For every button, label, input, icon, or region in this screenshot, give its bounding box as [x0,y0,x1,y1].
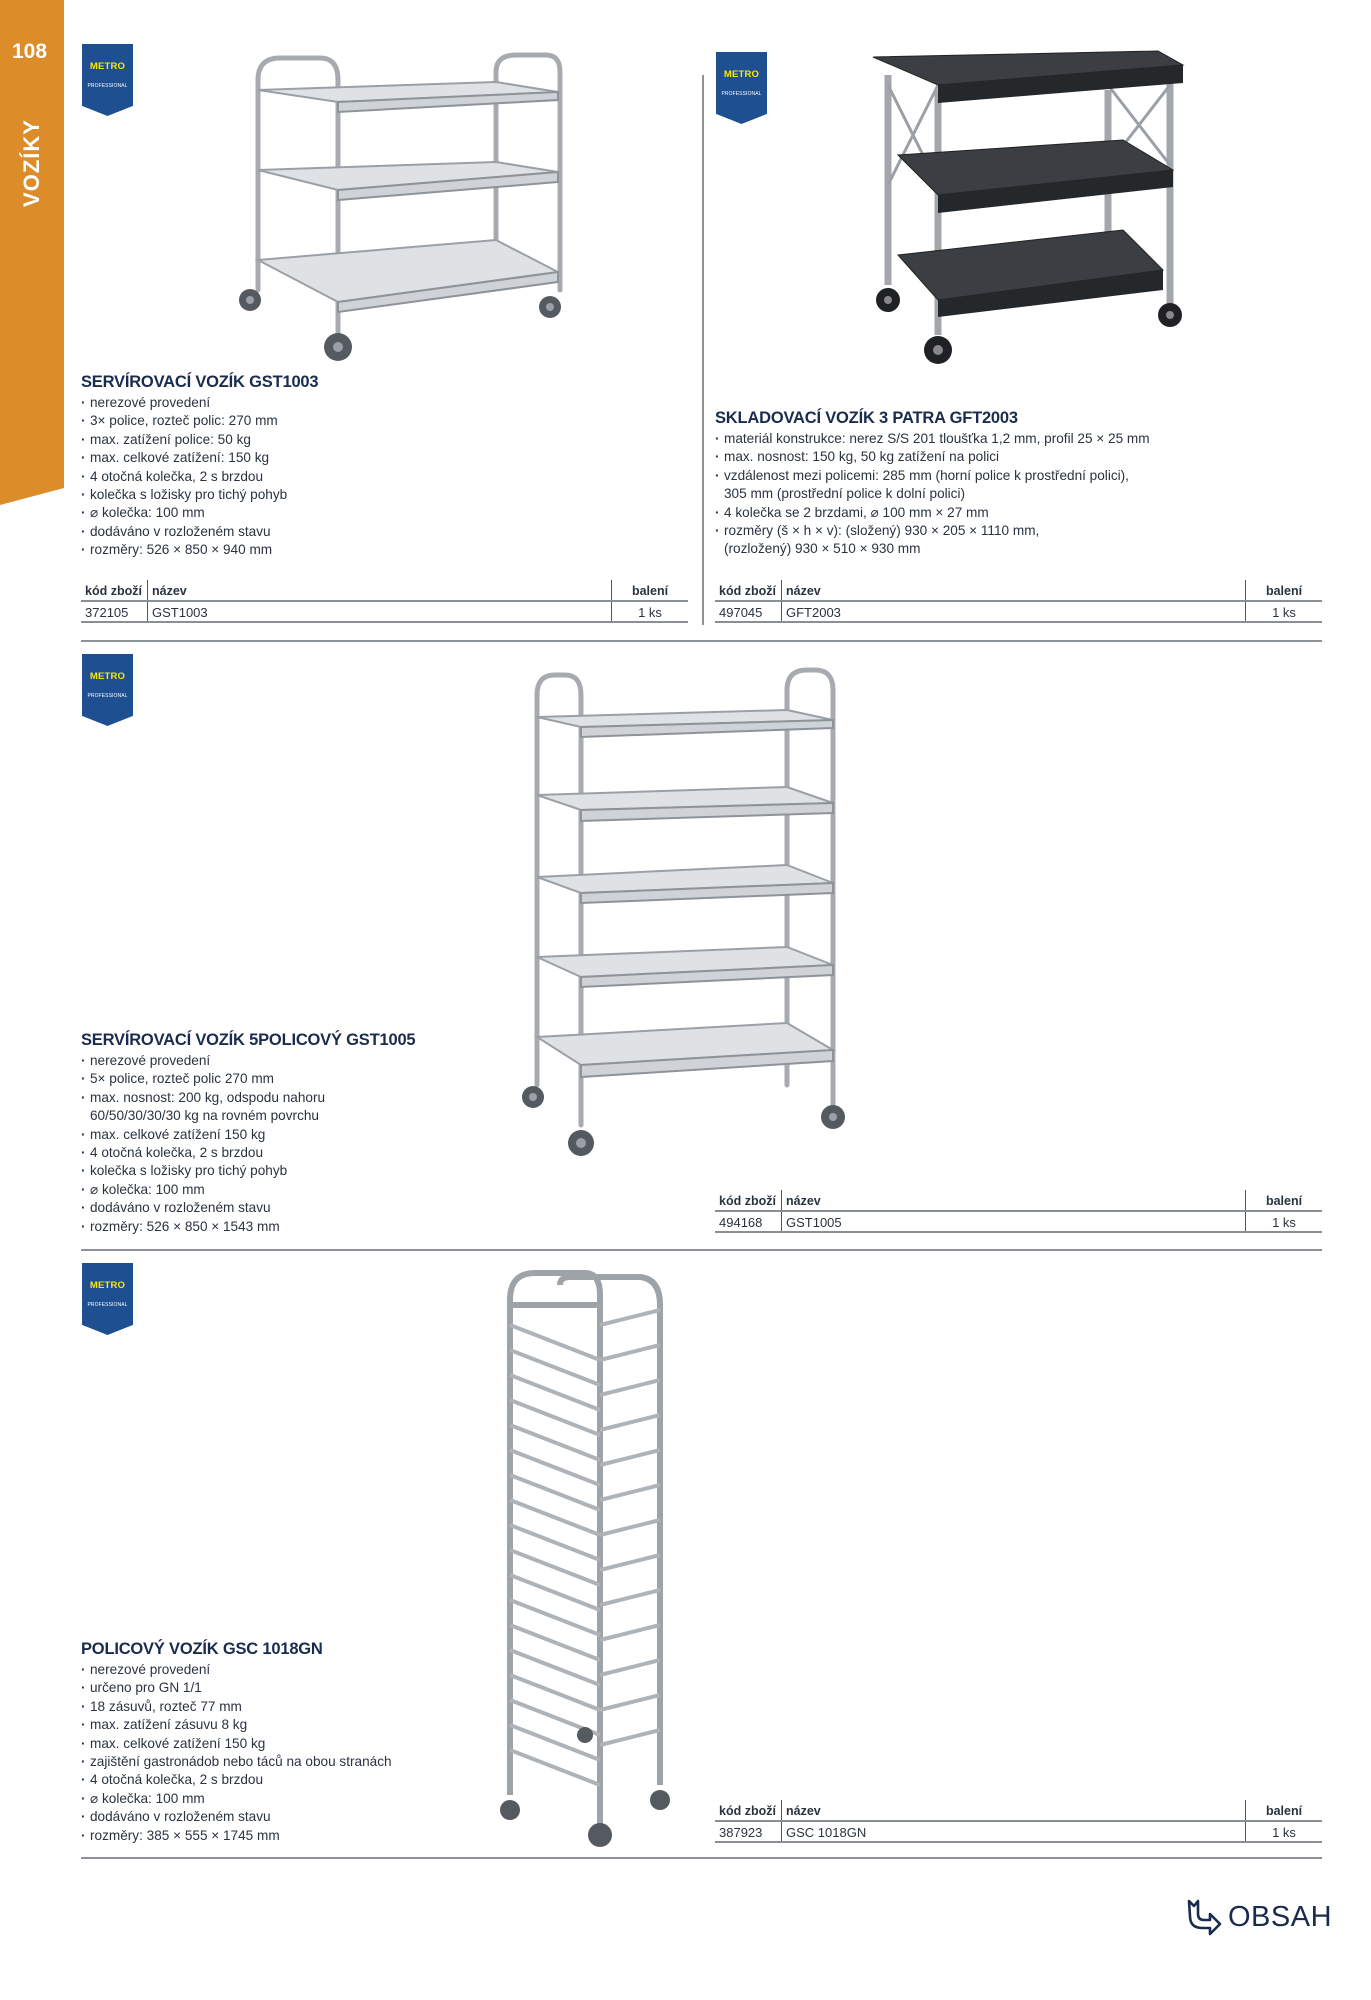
badge-brand: METRO [723,69,760,80]
metro-professional-badge [716,52,767,124]
cell-code: 372105 [81,601,148,622]
col-name: název [148,580,612,601]
col-name: název [782,580,1246,601]
cell-pack: 1 ks [1246,601,1323,622]
table-row [715,601,1322,622]
product-table [81,580,688,623]
table-header-row [715,580,1322,601]
col-name: název [782,1800,1246,1821]
product-table [715,1800,1322,1843]
table-row [715,1821,1322,1842]
spec-item: · dodáváno v rozloženém stavu [81,523,287,541]
product-image-gst1005 [515,665,875,1170]
cell-pack: 1 ks [612,601,689,622]
metro-professional-badge [82,654,133,726]
spec-item: · vzdálenost mezi policemi: 285 mm (horní police k prostřední polici), [715,467,1150,485]
spec-item: · max. celkové zatížení 150 kg [81,1126,325,1144]
spec-item: · zajištění gastronádob nebo táců na obou stranách [81,1753,392,1771]
column-divider [702,75,704,625]
badge-sub: PROFESSIONAL [87,693,128,699]
badge-brand: METRO [89,1280,126,1291]
spec-item: · 4 otočná kolečka, 2 s brzdou [81,468,287,486]
cell-pack: 1 ks [1246,1211,1323,1232]
cell-pack: 1 ks [1246,1821,1323,1842]
page-number: 108 [12,40,48,63]
col-pack: balení [1246,1190,1323,1211]
spec-item: · kolečka s ložisky pro tichý pohyb [81,1162,325,1180]
spec-item: · 18 zásuvů, rozteč 77 mm [81,1698,392,1716]
product-title: POLICOVÝ VOZÍK GSC 1018GN [81,1640,323,1658]
spec-item: · 4 otočná kolečka, 2 s brzdou [81,1771,392,1789]
spec-item: · max. zatížení zásuvu 8 kg [81,1716,392,1734]
product-title: SKLADOVACÍ VOZÍK 3 PATRA GFT2003 [715,409,1018,427]
badge-brand: METRO [89,671,126,682]
spec-item: · materiál konstrukce: nerez S/S 201 tloušťka 1,2 mm, profil 25 × 25 mm [715,430,1150,448]
contents-link[interactable] [1186,1898,1332,1936]
product-specs [715,430,1150,559]
section-separator [81,1857,1322,1859]
arrow-turn-icon [1186,1898,1222,1936]
spec-item: · určeno pro GN 1/1 [81,1679,392,1697]
table-header-row [715,1800,1322,1821]
col-pack: balení [612,580,689,601]
metro-professional-badge [82,1263,133,1335]
product-table [715,1190,1322,1233]
cell-code: 387923 [715,1821,782,1842]
spec-item-continued: 60/50/30/30/30 kg na rovném povrchu [90,1108,319,1124]
spec-item: · nerezové provedení [81,1661,392,1679]
section-side-strip [0,0,64,505]
section-label-text: VOZÍKY [19,119,44,207]
section-separator [81,1249,1322,1251]
col-code: kód zboží [715,580,782,601]
table-row [715,1211,1322,1232]
cell-name: GSC 1018GN [782,1821,1246,1842]
product-specs [81,1052,325,1236]
spec-item: · nerezové provedení [81,1052,325,1070]
spec-item: · rozměry (š × h × v): (složený) 930 × 205 × 1110 mm, [715,522,1150,540]
spec-item: · dodáváno v rozloženém stavu [81,1199,325,1217]
cell-name: GST1005 [782,1211,1246,1232]
cell-name: GFT2003 [782,601,1246,622]
product-specs [81,1661,392,1845]
product-title: SERVÍROVACÍ VOZÍK GST1003 [81,373,319,391]
spec-item: · nerezové provedení [81,394,287,412]
contents-link-label: OBSAH [1228,1900,1333,1933]
col-code: kód zboží [81,580,148,601]
badge-shield [716,52,767,124]
table-row [81,601,688,622]
col-name: název [782,1190,1246,1211]
spec-item: · ⌀ kolečka: 100 mm [81,1181,325,1199]
product-image-gsc1018gn [490,1265,690,1850]
col-pack: balení [1246,580,1323,601]
spec-item: · max. zatížení police: 50 kg [81,431,287,449]
badge-sub: PROFESSIONAL [87,83,128,89]
spec-item: · 3× police, rozteč polic: 270 mm [81,412,287,430]
spec-item: · rozměry: 526 × 850 × 1543 mm [81,1218,325,1236]
col-code: kód zboží [715,1800,782,1821]
spec-item-continued: 305 mm (prostřední police k dolní polici) [724,486,966,502]
cell-code: 494168 [715,1211,782,1232]
cell-name: GST1003 [148,601,612,622]
spec-item: · 4 kolečka se 2 brzdami, ⌀ 100 mm × 27 mm [715,504,1150,522]
spec-item: · ⌀ kolečka: 100 mm [81,1790,392,1808]
spec-item-continued: (rozložený) 930 × 510 × 930 mm [724,541,921,557]
product-title: SERVÍROVACÍ VOZÍK 5POLICOVÝ GST1005 [81,1031,416,1049]
spec-item: · ⌀ kolečka: 100 mm [81,504,287,522]
product-image-gft2003 [858,45,1188,365]
spec-item: · 5× police, rozteč polic 270 mm [81,1070,325,1088]
col-pack: balení [1246,1800,1323,1821]
badge-sub: PROFESSIONAL [87,1302,128,1308]
spec-item: · max. celkové zatížení: 150 kg [81,449,287,467]
spec-item: · rozměry: 385 × 555 × 1745 mm [81,1827,392,1845]
spec-item: · max. nosnost: 150 kg, 50 kg zatížení na polici [715,448,1150,466]
cell-code: 497045 [715,601,782,622]
product-table [715,580,1322,623]
section-label [12,118,52,208]
spec-item: · max. nosnost: 200 kg, odspodu nahoru [81,1089,325,1107]
table-header-row [715,1190,1322,1211]
table-header-row [81,580,688,601]
section-separator [81,640,1322,642]
spec-item: · kolečka s ložisky pro tichý pohyb [81,486,287,504]
product-specs [81,394,287,560]
metro-professional-badge [82,44,133,116]
product-image-gst1003 [228,50,568,368]
badge-sub: PROFESSIONAL [721,91,762,97]
spec-item: · max. celkové zatížení 150 kg [81,1735,392,1753]
spec-item: · 4 otočná kolečka, 2 s brzdou [81,1144,325,1162]
badge-shield [82,654,133,726]
badge-shield [82,1263,133,1335]
badge-brand: METRO [89,61,126,72]
spec-item: · dodáváno v rozloženém stavu [81,1808,392,1826]
spec-item: · rozměry: 526 × 850 × 940 mm [81,541,287,559]
col-code: kód zboží [715,1190,782,1211]
badge-shield [82,44,133,116]
